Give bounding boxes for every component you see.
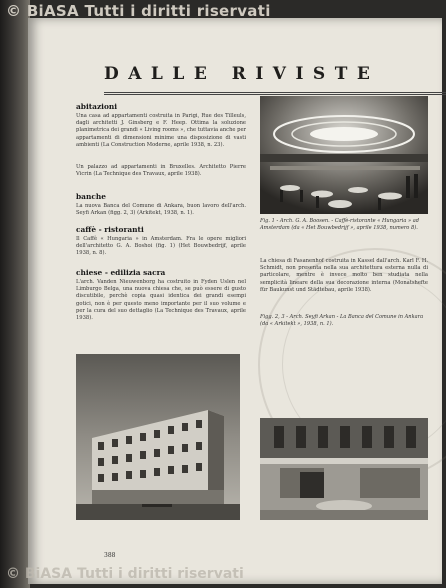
caption-fig1: Fig. 1 - Arch. G. A. Boosen. - Caffè-ristorante « Hungaria » ad Amsterdam (da « Het Bouwbedrijf », aprile 1938, numero 8). [260,218,420,231]
photo-bank-detail [260,418,428,520]
photo-bank-exterior [76,354,240,520]
caption-fig2-3: Figg. 2, 3 - Arch. Seyfi Arkan - La Banca del Comune in Ankara (da « Arkitekt », 1938, n. 1). [260,314,424,327]
heading-caffe: caffè - ristoranti [76,225,144,234]
paragraph-caffe: Il Caffè « Hungaria » in Amsterdam. Fra le opere migliori dell'architetto G. A. Boshoi (fig. 1) (Het Bouwbedrijf, aprile 1938, n. 8). [76,236,246,257]
paragraph-abitazioni-2: Un palazzo ad appartamenti in Bruxelles. Architetto Pierre Vicrin (La Technique des Travaux, aprile 1938). [76,164,246,178]
heading-banche: banche [76,192,106,201]
paragraph-abitazioni-1: Una casa ad appartamenti costruita in Parigi, Rue des Tilleuls, dagli architetti J. Ginsberg e F. Heep. Ottima la soluzione planimetrica dei grandi « Living rooms », che tuttavia anche per appartamenti di dimensioni minime una disposizione di vasti ambienti (La Construction Moderne, aprile 1938, n. 23). [76,113,247,148]
title-rule [104,92,446,93]
book-spine [0,0,30,588]
heading-abitazioni: abitazioni [76,102,118,111]
document-page [28,18,442,584]
page-title: DALLE RIVISTE [104,64,380,84]
heading-chiese: chiese - edilizia sacra [76,268,166,277]
paragraph-banche: La nuova Banca del Comune di Ankara, buon lavoro dell'arch. Seyfi Arkan (figg. 2, 3) (Arkitekt, 1938, n. 1). [76,203,246,217]
photo-cafe-interior [260,96,428,214]
page-number: 388 [104,552,116,559]
paragraph-chiese: L'arch. Vanden Nieuwenborg ha costruito in Fyden Uslen nel Limburgo Belga, una nuova chiesa che, se può essere di gusto discutibile, perchè copia quasi identica dei grandi esempi gotici, non è per questo meno importante per il suo volume e per la cura del suo dettaglio (La Technique des Travaux, aprile 1938). [76,279,246,322]
title-rule-secondary [104,94,446,95]
watermark-bottom: © BiASA Tutti i diritti riservati [6,566,244,582]
watermark-top: © BiASA Tutti i diritti riservati [6,2,271,20]
paragraph-kassel-church: La chiesa di Fasanenhof costruita in Kassel dall'arch. Karl F. H. Schmidt, non presenta nella sua architettura esterna nulla di particolare, mentre è invece molto ben studiata nella semplicità lineare della sua decorazione interna (Monatshefte für Baukunst und Städtebau, aprile 1938). [260,258,428,293]
